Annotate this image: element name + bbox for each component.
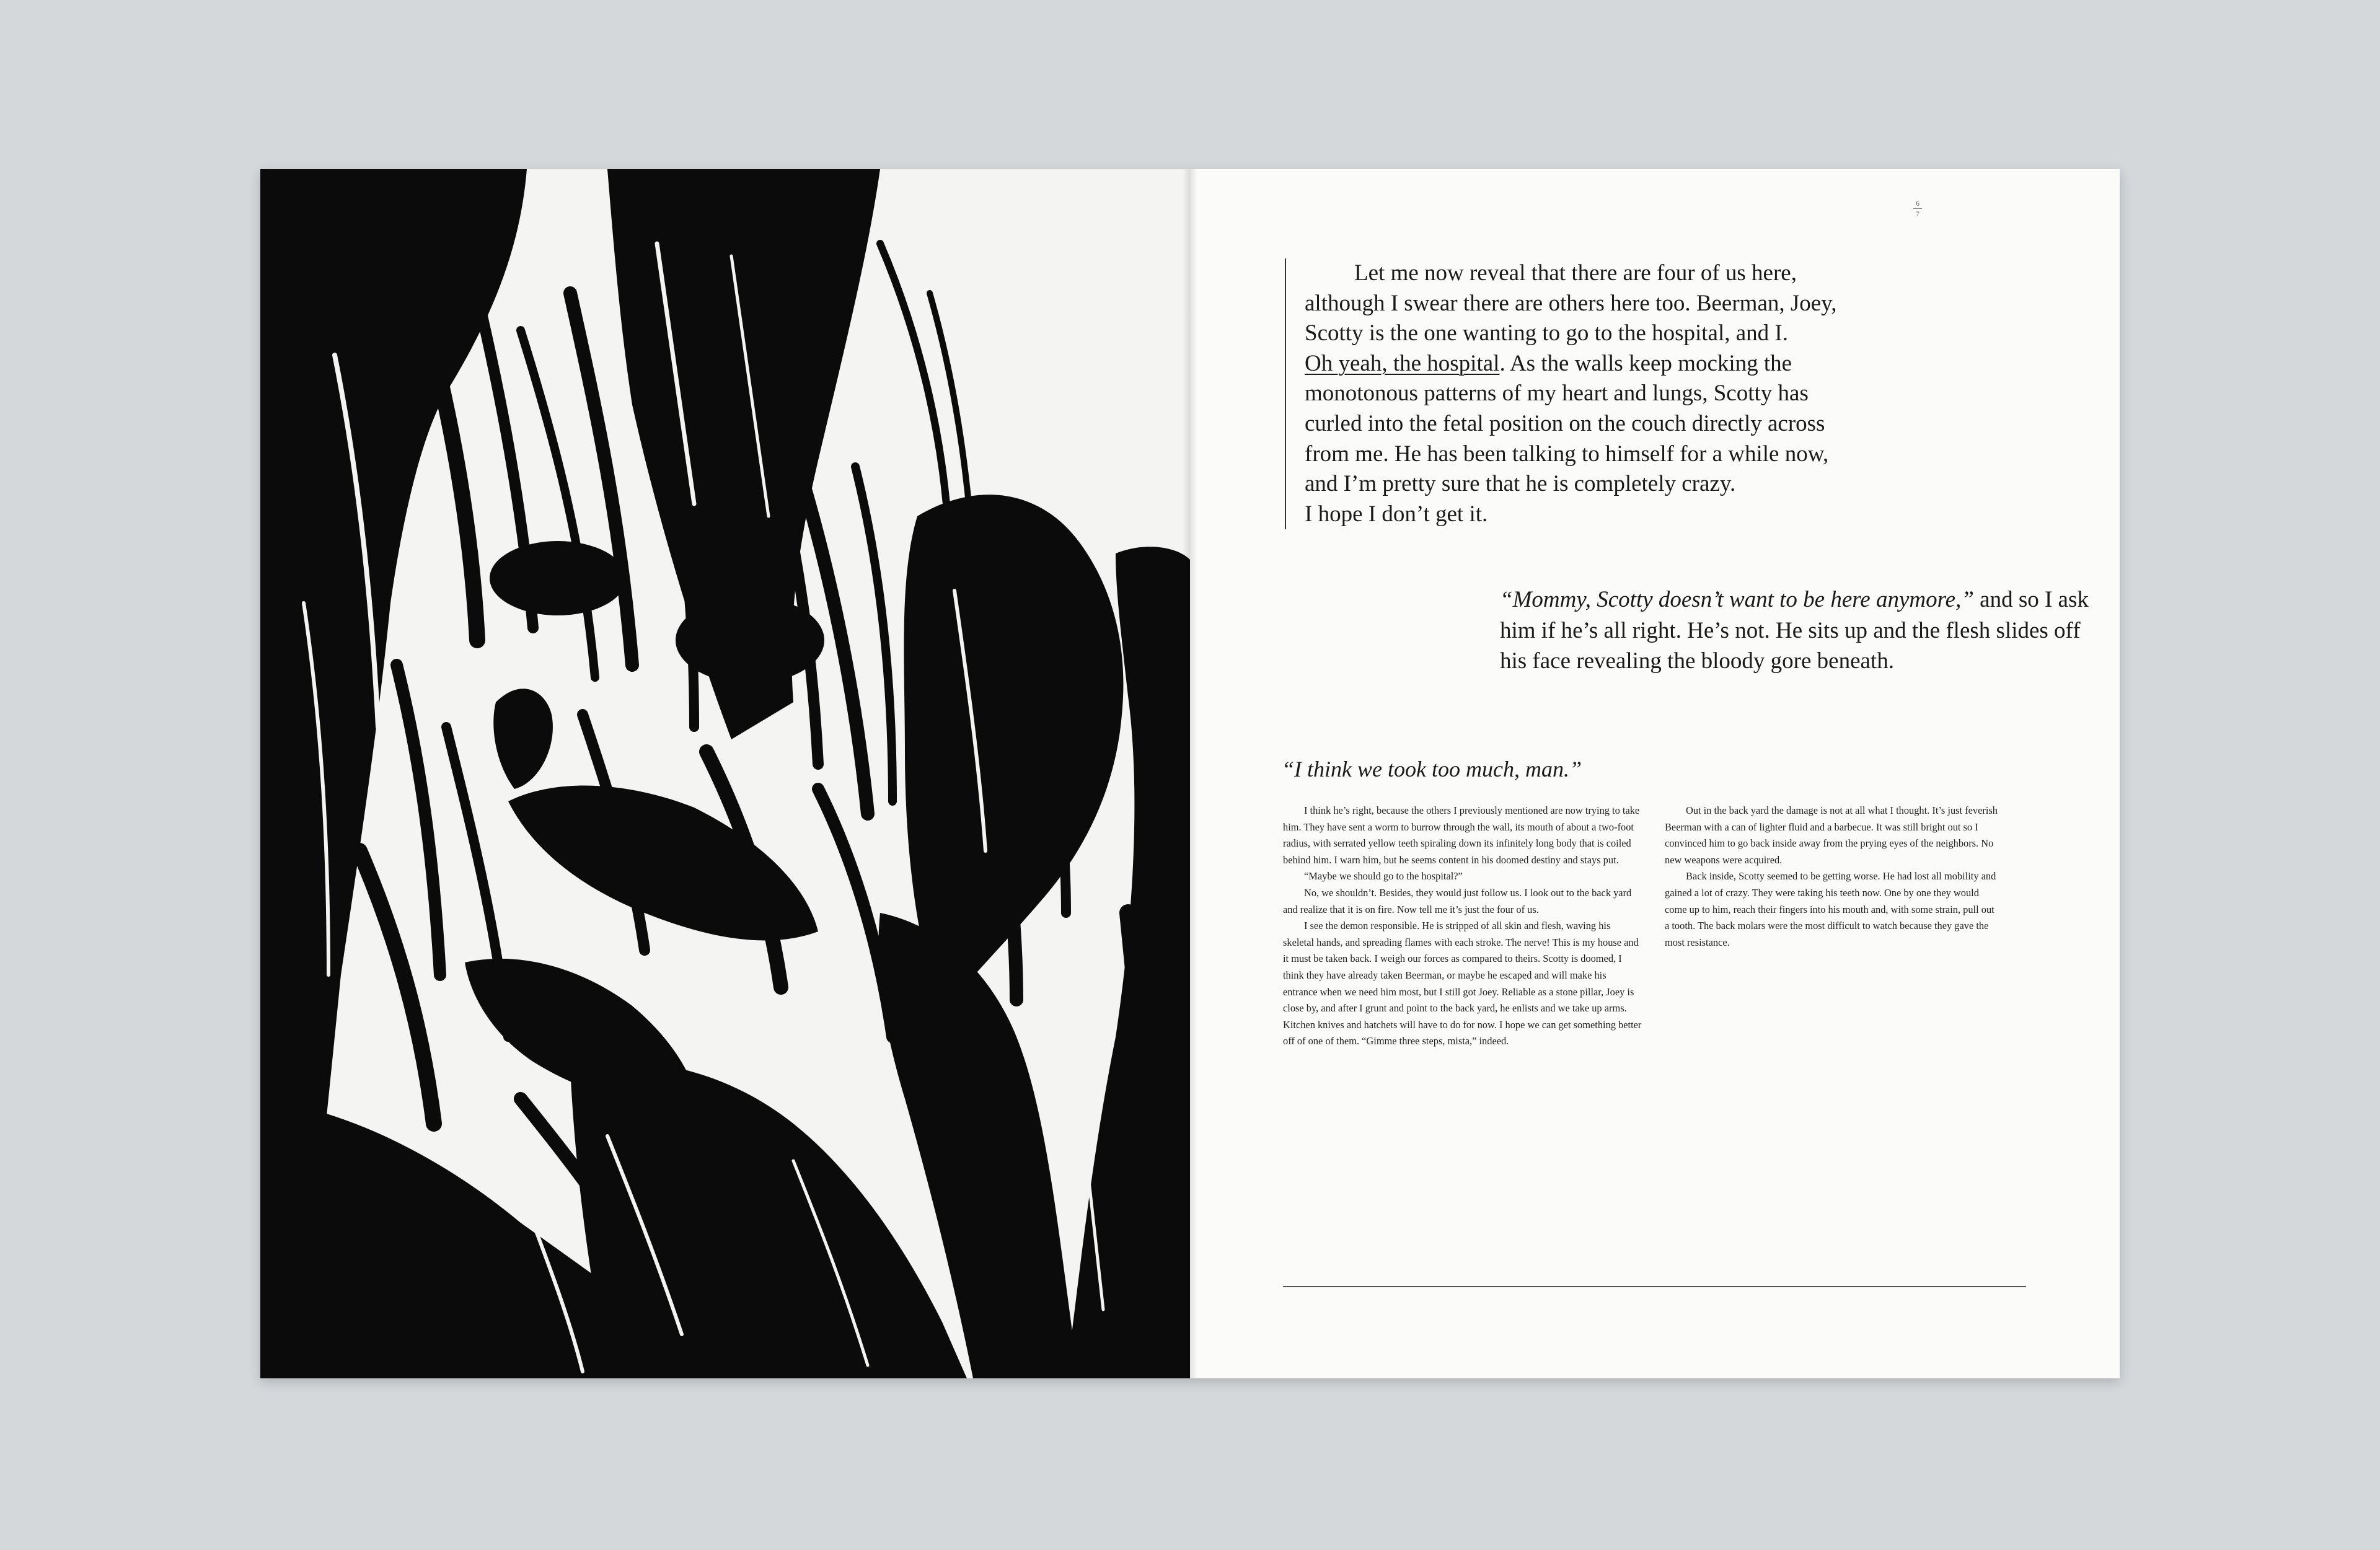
body-column-1	[1283, 803, 1642, 1050]
body-paragraph: No, we shouldn’t. Besides, they would just follow us. I look out to the back yard and realize that it is on fire. Now tell me it’s just the four of us.	[1283, 886, 1632, 915]
body-paragraph: Out in the back yard the damage is not at all what I thought. It’s just feverish Beerman with a can of lighter fluid and a barbecue. It was still bright out so I convinced him to go back inside away from the prying eyes of the neighbors. No new weapons were acquired.	[1665, 804, 1998, 866]
pull-quote: “Mommy, Scotty doesn’t want to be here anymore,”	[1500, 587, 1974, 612]
folio-top: 6	[1916, 199, 1919, 208]
lead-paragraph	[1285, 258, 1862, 529]
lead-line: Let me now reveal that there are four of us here,	[1354, 260, 1797, 286]
magazine-spread	[260, 169, 2120, 1378]
pull-line: him if he’s all right. He’s not. He sits up and the flesh slides off	[1500, 617, 2081, 643]
lead-line	[1305, 349, 1862, 379]
body-paragraph: Back inside, Scotty seemed to be getting worse. He had lost all mobility and gained a lot of crazy. They were taking his teeth now. One by one they would come up to him, reach their fingers into his mouth and, with some strain, pull out a tooth. The back molars were the most difficult to watch because they gave the most resistance.	[1665, 870, 1996, 948]
right-page	[1190, 169, 2120, 1378]
bottom-rule	[1283, 1286, 2026, 1287]
lead-line: although I swear there are others here too. Beerman, Joey,	[1305, 290, 1837, 316]
lead-line-rest: . As the walls keep mocking the	[1499, 350, 1792, 376]
body-paragraph: “Maybe we should go to the hospital?”	[1304, 870, 1463, 883]
left-page	[260, 169, 1190, 1378]
body-column-2	[1665, 803, 1999, 951]
ink-brush-illustration	[260, 169, 1190, 1378]
lead-line: monotonous patterns of my heart and lungs, Scotty has	[1305, 381, 1809, 407]
folio-divider	[1913, 208, 1922, 209]
section-heading: “I think we took too much, man.”	[1282, 757, 1582, 782]
pull-line	[1500, 584, 2095, 615]
lead-line: curled into the fetal position on the couch directly across	[1305, 410, 1825, 436]
pull-line-rest: and so I ask	[1973, 587, 2089, 612]
page-folio	[1906, 199, 1929, 218]
lead-line: and I’m pretty sure that he is completely crazy.	[1305, 471, 1736, 497]
lead-line: Scotty is the one wanting to go to the hospital, and I.	[1305, 320, 1788, 346]
body-paragraph: I think he’s right, because the others I previously mentioned are now trying to take him. They have sent a worm to burrow through the wall, its mouth of about a two-foot radius, with serrated yellow teeth spiraling down its infinitely long body that is coiled behind him. I warn him, but he seems content in his doomed destiny and stays put.	[1283, 804, 1640, 866]
pull-line: his face revealing the bloody gore beneath.	[1500, 648, 1894, 674]
underlined-phrase: Oh yeah, the hospital	[1305, 350, 1500, 376]
lead-line: I hope I don’t get it.	[1305, 501, 1488, 527]
folio-bottom: 7	[1916, 209, 1919, 218]
pull-paragraph	[1500, 584, 2095, 677]
lead-line: from me. He has been talking to himself for a while now,	[1305, 441, 1829, 467]
body-paragraph: I see the demon responsible. He is stripped of all skin and flesh, waving his skeletal hands, and spreading flames with each stroke. The nerve! This is my house and it must be taken back. I weigh our forces as compared to theirs. Scotty is doomed, I think they have already taken Beerman, or maybe he escaped and will make his entrance when we need him most, but I still got Joey. Reliable as a stone pillar, Joey is close by, and after I grunt and point to the back yard, he enlists and we take up arms. Kitchen knives and hatchets will have to do for now. I hope we can get something better off of one of them. “Gimme three steps, mista,” indeed.	[1283, 920, 1642, 1047]
